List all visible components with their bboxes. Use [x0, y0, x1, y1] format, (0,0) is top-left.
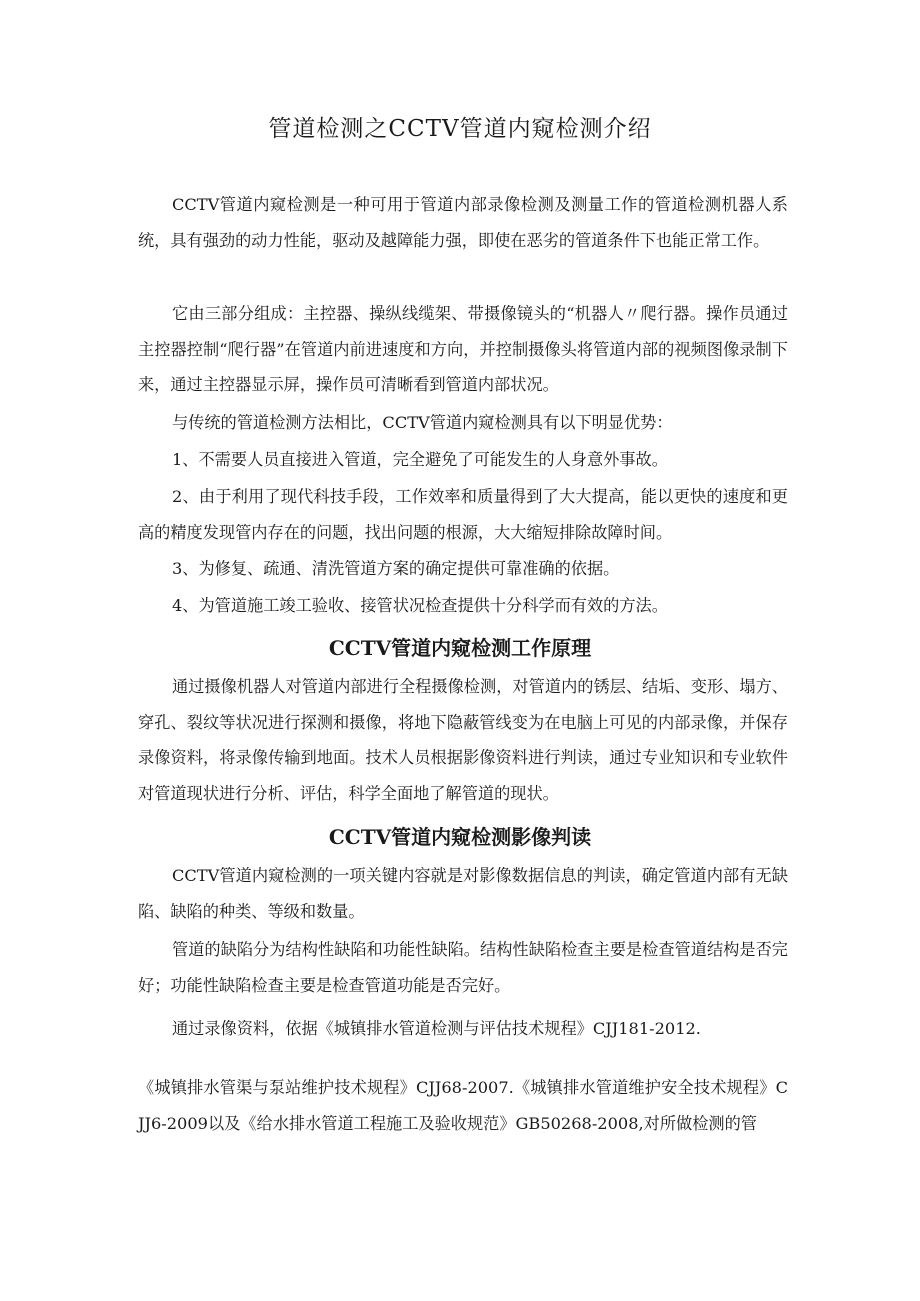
interpretation-paragraph-3: 通过录像资料，依据《城镇排水管道检测与评估技术规程》CJJ181-2012. — [172, 1019, 701, 1038]
intro-paragraph-2: 它由三部分组成：主控器、操纵线缆架、带摄像镜头的“机器人〃爬行器。操作员通过主控器控制“爬行器”在管道内前进速度和方向，并控制摄像头将管道内部的视频图像录制下来，通过主控器显示屏，操作员可清晰看到管道内部状况。 — [138, 304, 788, 394]
advantage-item-2: 2、由于利用了现代科技手段，工作效率和质量得到了大大提高，能以更快的速度和更高的精度发现管内存在的问题，找出问题的根源，大大缩短排除故障时间。 — [138, 487, 788, 542]
document-title: 管道检测之CCTV管道内窥检测介绍 — [268, 116, 652, 142]
advantage-item-3: 3、为修复、疏通、清洗管道方案的确定提供可靠准确的依据。 — [172, 559, 620, 578]
intro-paragraph-3: 与传统的管道检测方法相比，CCTV管道内窥检测具有以下明显优势： — [172, 413, 673, 432]
section-heading-interpretation: CCTV管道内窥检测影像判读 — [328, 825, 592, 849]
interpretation-paragraph-1: CCTV管道内窥检测的一项关键内容就是对影像数据信息的判读，确定管道内部有无缺陷、缺陷的种类、等级和数量。 — [138, 866, 788, 921]
interpretation-paragraph-4: 《城镇排水管渠与泵站维护技术规程》CJJ68-2007.《城镇排水管道维护安全技术规程》CJJ6-2009以及《给水排水管道工程施工及验收规范》GB50268-2008,对所做检测的管 — [138, 1078, 788, 1133]
section-heading-principle: CCTV管道内窥检测工作原理 — [328, 636, 592, 660]
principle-paragraph: 通过摄像机器人对管道内部进行全程摄像检测，对管道内的锈层、结垢、变形、塌方、穿孔、裂纹等状况进行探测和摄像，将地下隐蔽管线变为在电脑上可见的内部录像，并保存录像资料，将录像传输到地面。技术人员根据影像资料进行判读，通过专业知识和专业软件对管道现状进行分析、评估，科学全面地了解管道的现状。 — [138, 677, 788, 803]
interpretation-paragraph-2: 管道的缺陷分为结构性缺陷和功能性缺陷。结构性缺陷检查主要是检查管道结构是否完好；功能性缺陷检查主要是检查管道功能是否完好。 — [138, 940, 788, 995]
advantage-item-1: 1、不需要人员直接进入管道，完全避免了可能发生的人身意外事故。 — [172, 450, 668, 469]
advantage-item-4: 4、为管道施工竣工验收、接管状况检查提供十分科学而有效的方法。 — [172, 596, 668, 615]
intro-paragraph-1: CCTV管道内窥检测是一种可用于管道内部录像检测及测量工作的管道检测机器人系统，具有强劲的动力性能，驱动及越障能力强，即使在恶劣的管道条件下也能正常工作。 — [138, 195, 788, 250]
